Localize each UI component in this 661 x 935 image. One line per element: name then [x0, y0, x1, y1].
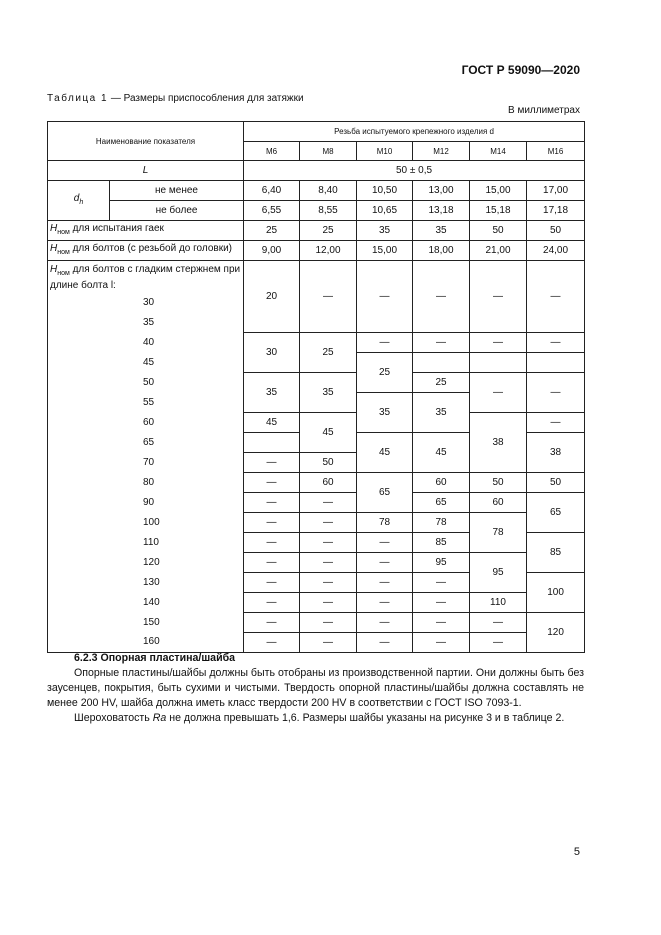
h-symbol: H — [50, 243, 58, 254]
h-subscript: ном — [57, 249, 70, 256]
table-caption — [47, 93, 304, 104]
m14-r9: 95 — [470, 552, 527, 592]
m16-r10: 100 — [527, 572, 585, 612]
m14-r2: — — [470, 332, 527, 352]
dh-max-m8: 8,55 — [300, 201, 357, 221]
m14-r7: 60 — [470, 492, 527, 512]
header-name-column: Наименование показателя — [48, 122, 244, 161]
m16-r7: 50 — [527, 472, 585, 492]
m8-r4: 45 — [300, 412, 357, 452]
m10-r7: 78 — [357, 512, 413, 532]
m10-r8: — — [357, 532, 413, 552]
len-50: 50 — [48, 372, 244, 392]
m8-r10: — — [300, 552, 357, 572]
m16-r8: 65 — [527, 492, 585, 532]
len-35: 35 — [48, 312, 244, 332]
m14-r10: 110 — [470, 592, 527, 612]
m14-r1: — — [470, 261, 527, 333]
m16-r3 — [527, 352, 585, 372]
section-paragraph-1: Опорные пластины/шайбы должны быть отобраны из производственной партии. Они должны быть без заусенцев, покрытия, быть сухими и чистыми. Твердость опорной пластины/шайбы должна составлять не менее 200 HV, шайба должна иметь класс твердости 200 HV в соответствии с ГОСТ ISO 7093-1. — [47, 667, 584, 709]
len-70: 70 — [48, 452, 244, 472]
units-note: В миллиметрах — [508, 105, 580, 116]
m8-r1: — — [300, 261, 357, 333]
m10-r2: — — [357, 332, 413, 352]
m12-r14: — — [413, 612, 470, 632]
m6-r9: — — [244, 512, 300, 532]
m8-r2: 25 — [300, 332, 357, 372]
hnom-nuts-text: для испытания гаек — [69, 223, 164, 234]
m12-r4: 25 — [413, 372, 470, 392]
m6-r3: 35 — [244, 372, 300, 412]
p2-text-b: не должна превышать 1,6. Размеры шайбы указаны на рисунке 3 и в таблице 2. — [166, 712, 565, 724]
m14-r8: 78 — [470, 512, 527, 552]
h-symbol: H — [50, 223, 58, 234]
dh-min-m10: 10,50 — [357, 181, 413, 201]
p2-text-a: Шероховатость — [74, 712, 153, 724]
m16-r5: — — [527, 412, 585, 432]
hnom-bolts-m16: 24,00 — [527, 241, 585, 261]
len-45: 45 — [48, 352, 244, 372]
h-subscript: ном — [57, 270, 70, 277]
len-80: 80 — [48, 472, 244, 492]
thread-m10: М10 — [357, 142, 413, 161]
row-hnom-nuts-label — [48, 221, 244, 241]
hnom-nuts-m12: 35 — [413, 221, 470, 241]
dh-min-m14: 15,00 — [470, 181, 527, 201]
m16-r1: — — [527, 261, 585, 333]
m12-r11: 95 — [413, 552, 470, 572]
m6-r10: — — [244, 532, 300, 552]
hnom-nuts-m6: 25 — [244, 221, 300, 241]
len-150: 150 — [48, 612, 244, 632]
m14-r11: — — [470, 612, 527, 632]
m16-r9: 85 — [527, 532, 585, 572]
len-40: 40 — [48, 332, 244, 352]
m6-r5 — [244, 432, 300, 452]
standard-code: ГОСТ Р 59090—2020 — [461, 63, 580, 77]
m6-r7: — — [244, 472, 300, 492]
m14-r3 — [470, 352, 527, 372]
len-60: 60 — [48, 412, 244, 432]
len-90: 90 — [48, 492, 244, 512]
smooth-shank-label — [48, 261, 244, 293]
len-160: 160 — [48, 632, 244, 652]
len-100: 100 — [48, 512, 244, 532]
len-65: 65 — [48, 432, 244, 452]
m6-r2: 30 — [244, 332, 300, 372]
m16-r6: 38 — [527, 432, 585, 472]
table-caption-prefix: Таблица 1 — [47, 93, 109, 104]
dh-subscript: h — [79, 199, 84, 206]
m8-r14: — — [300, 632, 357, 652]
dh-max-m12: 13,18 — [413, 201, 470, 221]
m6-r15: — — [244, 632, 300, 652]
m6-r8: — — [244, 492, 300, 512]
hnom-nuts-m16: 50 — [527, 221, 585, 241]
dh-min-m16: 17,00 — [527, 181, 585, 201]
h-symbol: H — [50, 264, 58, 275]
m12-r2: — — [413, 332, 470, 352]
dh-min-m6: 6,40 — [244, 181, 300, 201]
m16-r4: — — [527, 372, 585, 412]
m14-r6: 50 — [470, 472, 527, 492]
row-hnom-bolts-label — [48, 241, 244, 261]
m12-r13: — — [413, 592, 470, 612]
m14-r4: — — [470, 372, 527, 412]
thread-m6: М6 — [244, 142, 300, 161]
dimensions-table — [47, 121, 585, 653]
hnom-bolts-m10: 15,00 — [357, 241, 413, 261]
hnom-bolts-m14: 21,00 — [470, 241, 527, 261]
row-dh-max-label: не более — [110, 201, 244, 221]
dh-min-m8: 8,40 — [300, 181, 357, 201]
m12-r7: 60 — [413, 472, 470, 492]
dh-max-m16: 17,18 — [527, 201, 585, 221]
len-30: 30 — [48, 292, 244, 312]
m6-r11: — — [244, 552, 300, 572]
m12-r10: 85 — [413, 532, 470, 552]
m6-r14: — — [244, 612, 300, 632]
m10-r6: 65 — [357, 472, 413, 512]
m6-r6: — — [244, 452, 300, 472]
row-L-value: 50 ± 0,5 — [244, 161, 585, 181]
m10-r11: — — [357, 592, 413, 612]
m8-r13: — — [300, 612, 357, 632]
len-140: 140 — [48, 592, 244, 612]
dh-max-m14: 15,18 — [470, 201, 527, 221]
table-caption-title: — Размеры приспособления для затяжки — [108, 93, 304, 104]
m12-r8: 65 — [413, 492, 470, 512]
m14-r5: 38 — [470, 412, 527, 472]
hnom-bolts-m6: 9,00 — [244, 241, 300, 261]
m8-r6: 60 — [300, 472, 357, 492]
smooth-shank-text: для болтов с гладким стержнем при длине болта l: — [50, 264, 241, 291]
dh-max-m6: 6,55 — [244, 201, 300, 221]
thread-m14: М14 — [470, 142, 527, 161]
section-paragraph-2 — [47, 711, 584, 726]
m8-r5: 50 — [300, 452, 357, 472]
thread-m12: М12 — [413, 142, 470, 161]
hnom-bolts-m12: 18,00 — [413, 241, 470, 261]
dh-max-m10: 10,65 — [357, 201, 413, 221]
m12-r15: — — [413, 632, 470, 652]
dh-symbol: d — [73, 193, 80, 204]
m10-r5: 45 — [357, 432, 413, 472]
section-heading: 6.2.3 Опорная пластина/шайба — [74, 652, 236, 664]
m10-r1: — — [357, 261, 413, 333]
m12-r12: — — [413, 572, 470, 592]
thread-m8: М8 — [300, 142, 357, 161]
m8-r9: — — [300, 532, 357, 552]
row-dh-label — [48, 181, 110, 221]
m8-r8: — — [300, 512, 357, 532]
hnom-nuts-m10: 35 — [357, 221, 413, 241]
m8-r3: 35 — [300, 372, 357, 412]
row-dh-min-label: не менее — [110, 181, 244, 201]
m8-r12: — — [300, 592, 357, 612]
dh-min-m12: 13,00 — [413, 181, 470, 201]
thread-m16: М16 — [527, 142, 585, 161]
len-130: 130 — [48, 572, 244, 592]
row-L-label: L — [48, 161, 244, 181]
m10-r12: — — [357, 612, 413, 632]
m6-r1: 20 — [244, 261, 300, 333]
m6-r4: 45 — [244, 412, 300, 432]
header-thread — [244, 122, 585, 142]
m16-r2: — — [527, 332, 585, 352]
m6-r13: — — [244, 592, 300, 612]
m12-r6: 45 — [413, 432, 470, 472]
m16-r11: 120 — [527, 612, 585, 652]
section-6-2-3 — [47, 651, 584, 726]
m10-r13: — — [357, 632, 413, 652]
m10-r3: 25 — [357, 352, 413, 392]
m10-r9: — — [357, 552, 413, 572]
m12-r3 — [413, 352, 470, 372]
hnom-bolts-m8: 12,00 — [300, 241, 357, 261]
p2-ra: Ra — [152, 712, 167, 724]
len-110: 110 — [48, 532, 244, 552]
m12-r5: 35 — [413, 392, 470, 432]
hnom-nuts-m8: 25 — [300, 221, 357, 241]
m14-r12: — — [470, 632, 527, 652]
m6-r12: — — [244, 572, 300, 592]
m12-r9: 78 — [413, 512, 470, 532]
hnom-nuts-m14: 50 — [470, 221, 527, 241]
header-thread-text: Резьба испытуемого крепежного изделия d — [334, 127, 494, 136]
m8-r11: — — [300, 572, 357, 592]
hnom-bolts-text: для болтов (с резьбой до головки) — [69, 243, 232, 254]
len-120: 120 — [48, 552, 244, 572]
len-55: 55 — [48, 392, 244, 412]
m12-r1: — — [413, 261, 470, 333]
m10-r4: 35 — [357, 392, 413, 432]
m10-r10: — — [357, 572, 413, 592]
page-number: 5 — [573, 846, 580, 858]
m8-r7: — — [300, 492, 357, 512]
h-subscript: ном — [57, 229, 70, 236]
